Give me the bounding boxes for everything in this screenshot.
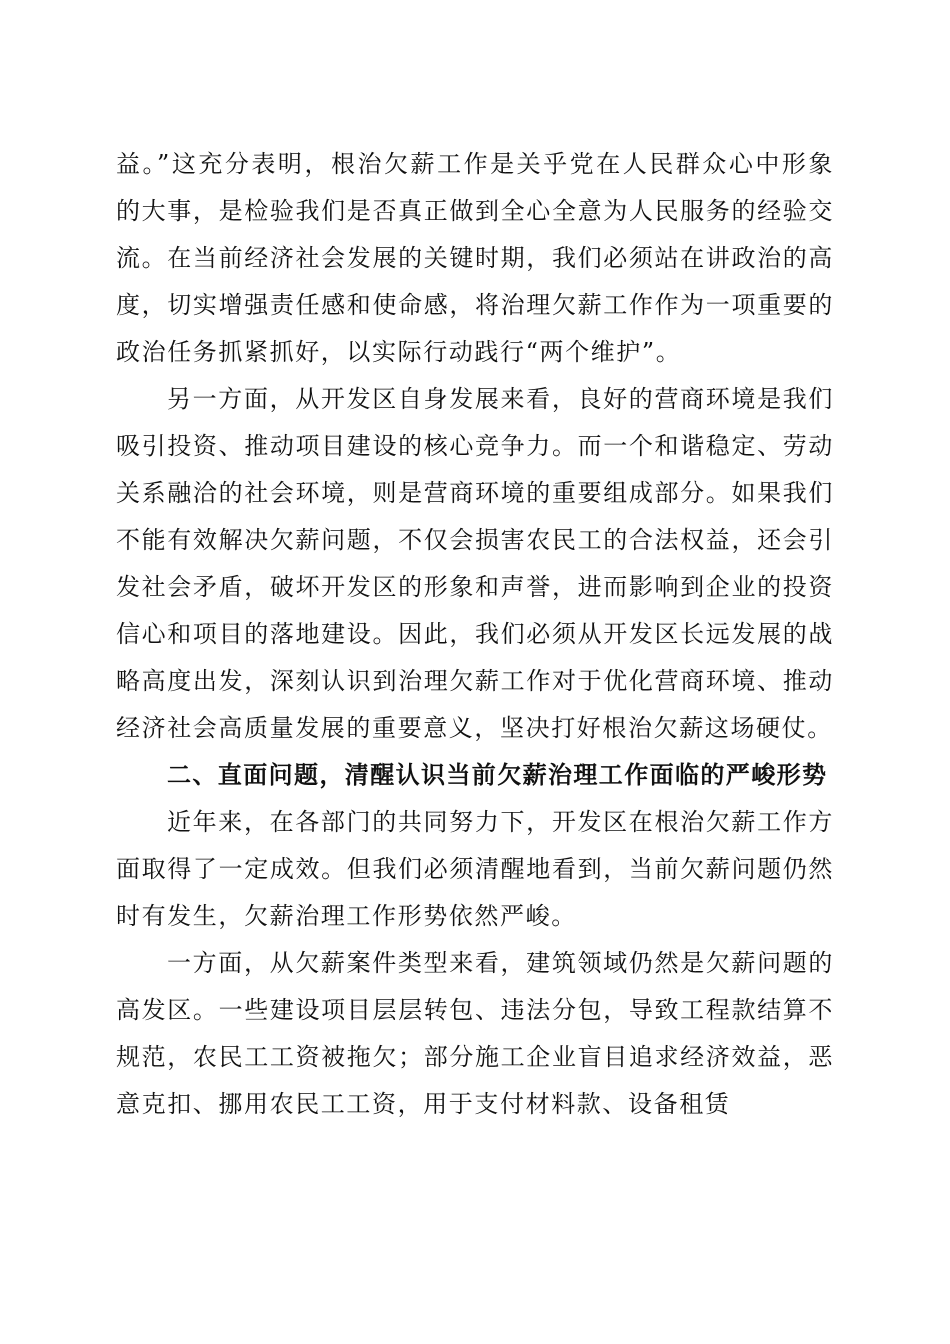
paragraph-business-environment: 另一方面，从开发区自身发展来看，良好的营商环境是我们吸引投资、推动项目建设的核心竞争力。而一个和谐稳定、劳动关系融洽的社会环境，则是营商环境的重要组成部分。如果我们不能有效解决欠薪问题，不仅会损害农民工的合法权益，还会引发社会矛盾，破坏开发区的形象和声誉，进而影响到企业的投资信心和项目的落地建设。因此，我们必须从开发区长远发展的战略高度出发，深刻认识到治理欠薪工作对于优化营商环境、推动经济社会高质量发展的重要意义，坚决打好根治欠薪这场硬仗。 (116, 385, 834, 742)
paragraph-construction-sector: 一方面，从欠薪案件类型来看，建筑领域仍然是欠薪问题的高发区。一些建设项目层层转包、违法分包，导致工程款结算不规范，农民工工资被拖欠；部分施工企业盲目追求经济效益，恶意克扣、挪用农民工工资，用于支付材料款、设备租赁 (116, 949, 834, 1118)
paragraph-recent-years: 近年来，在各部门的共同努力下，开发区在根治欠薪工作方面取得了一定成效。但我们必须清醒地看到，当前欠薪问题仍然时有发生，欠薪治理工作形势依然严峻。 (116, 808, 834, 930)
document-body (116, 141, 834, 1128)
paragraph-continuation: 益。”这充分表明，根治欠薪工作是关乎党在人民群众心中形象的大事，是检验我们是否真正做到全心全意为人民服务的经验交流。在当前经济社会发展的关键时期，我们必须站在讲政治的高度，切实增强责任感和使命感，将治理欠薪工作作为一项重要的政治任务抓紧抓好，以实际行动践行“两个维护”。 (116, 150, 834, 366)
section-heading-2: 二、直面问题，清醒认识当前欠薪治理工作面临的严峻形势 (167, 761, 828, 789)
